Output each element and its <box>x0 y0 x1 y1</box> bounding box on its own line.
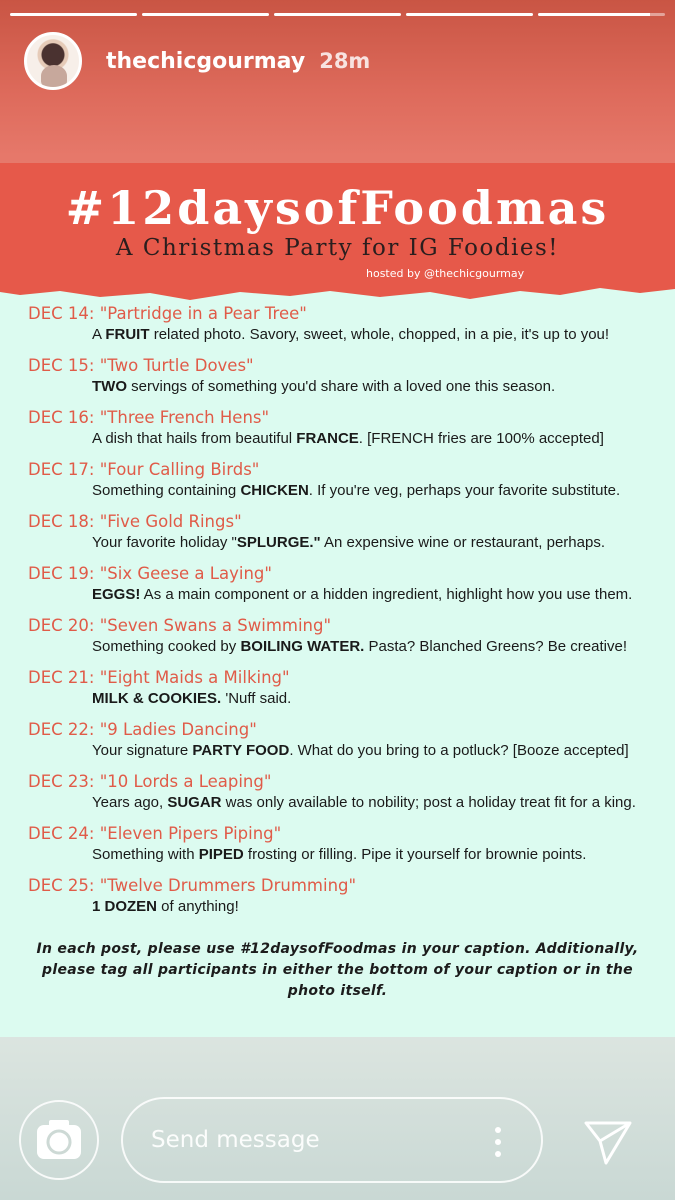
camera-icon <box>35 1119 83 1161</box>
day-desc-text: . If you're veg, perhaps your favorite substitute. <box>308 482 621 499</box>
story-progress <box>10 13 665 17</box>
story-image <box>0 163 675 1037</box>
footnote: In each post, please use #12daysofFoodmas in your caption. Additionally, please tag all participants in either the bottom of your caption or in the photo itself. <box>36 941 639 999</box>
day-desc-text: was only available to nobility; post a holiday treat fit for a king. <box>221 794 636 811</box>
day-desc-highlight: FRUIT <box>105 326 150 343</box>
day-item <box>28 875 663 927</box>
day-item <box>28 823 663 875</box>
day-item <box>28 407 663 459</box>
send-message-input[interactable] <box>121 1097 543 1183</box>
camera-button[interactable] <box>19 1100 99 1180</box>
day-desc-text: Pasta? Blanched Greens? Be creative! <box>364 638 627 655</box>
day-description <box>92 845 663 865</box>
progress-segment <box>10 13 137 16</box>
day-desc-text: 'Nuff said. <box>221 690 292 707</box>
day-desc-text: Something cooked by <box>92 638 241 655</box>
more-vertical-icon[interactable] <box>495 1127 501 1157</box>
card-title: #12daysofFoodmas <box>65 181 610 235</box>
day-item <box>28 355 663 407</box>
day-desc-text: Something containing <box>92 482 241 499</box>
day-desc-highlight: EGGS! <box>92 586 141 603</box>
day-desc-text: Years ago, <box>92 794 168 811</box>
day-desc-text: Your signature <box>92 742 193 759</box>
progress-segment <box>274 13 401 16</box>
day-title: DEC 25: "Twelve Drummers Drumming" <box>28 876 357 895</box>
day-description <box>92 793 663 813</box>
day-item <box>28 719 663 771</box>
day-desc-highlight: SUGAR <box>167 794 222 811</box>
day-description <box>92 741 663 761</box>
day-desc-highlight: TWO <box>92 378 127 395</box>
post-time: 28m <box>319 49 371 73</box>
story-header <box>24 32 370 90</box>
day-description <box>92 377 663 397</box>
days-list <box>28 303 663 927</box>
day-desc-highlight: 1 DOZEN <box>92 898 158 915</box>
message-placeholder: Send message <box>151 1127 320 1153</box>
day-description <box>92 429 663 449</box>
day-item <box>28 771 663 823</box>
avatar[interactable] <box>24 32 82 90</box>
day-title: DEC 21: "Eight Maids a Milking" <box>28 668 290 687</box>
day-description <box>92 689 663 709</box>
day-description <box>92 325 663 345</box>
day-desc-text: Something with <box>92 846 199 863</box>
day-title: DEC 23: "10 Lords a Leaping" <box>28 772 272 791</box>
day-desc-text: related photo. Savory, sweet, whole, chopped, in a pie, it's up to you! <box>149 326 610 343</box>
day-title: DEC 20: "Seven Swans a Swimming" <box>28 616 332 635</box>
day-desc-text: As a main component or a hidden ingredient, highlight how you use them. <box>140 586 633 603</box>
day-description <box>92 585 663 605</box>
day-title: DEC 14: "Partridge in a Pear Tree" <box>28 304 307 323</box>
day-item <box>28 615 663 667</box>
day-desc-text: A <box>92 326 106 343</box>
day-title: DEC 19: "Six Geese a Laying" <box>28 564 272 583</box>
card-subtitle: A Christmas Party for IG Foodies! <box>115 235 560 261</box>
day-description <box>92 637 663 657</box>
day-desc-text: servings of something you'd share with a loved one this season. <box>127 378 556 395</box>
day-item <box>28 667 663 719</box>
day-title: DEC 15: "Two Turtle Doves" <box>28 356 254 375</box>
day-title: DEC 22: "9 Ladies Dancing" <box>28 720 257 739</box>
day-description <box>92 533 663 553</box>
day-desc-highlight: PARTY FOOD <box>192 742 290 759</box>
day-desc-highlight: MILK & COOKIES. <box>92 690 222 707</box>
day-desc-text: of anything! <box>157 898 239 915</box>
send-icon[interactable] <box>580 1113 636 1169</box>
day-title: DEC 16: "Three French Hens" <box>28 408 270 427</box>
day-desc-highlight: CHICKEN <box>240 482 309 499</box>
username[interactable]: thechicgourmay <box>106 48 306 74</box>
progress-segment-current <box>538 13 665 16</box>
day-description <box>92 897 663 917</box>
day-desc-text: . What do you bring to a potluck? [Booze accepted] <box>289 742 629 759</box>
day-title: DEC 17: "Four Calling Birds" <box>28 460 260 479</box>
day-desc-text: Your favorite holiday " <box>92 534 237 551</box>
day-item <box>28 303 663 355</box>
day-title: DEC 24: "Eleven Pipers Piping" <box>28 824 282 843</box>
day-desc-highlight: PIPED <box>198 846 244 863</box>
day-desc-text: frosting or filling. Pipe it yourself for brownie points. <box>243 846 587 863</box>
hosted-by: hosted by @thechicgourmay <box>366 267 525 280</box>
day-desc-text: . [FRENCH fries are 100% accepted] <box>358 430 604 447</box>
day-desc-highlight: FRANCE <box>296 430 359 447</box>
day-desc-highlight: SPLURGE." <box>236 534 321 551</box>
day-desc-text: An expensive wine or restaurant, perhaps. <box>320 534 605 551</box>
progress-segment <box>406 13 533 16</box>
day-item <box>28 511 663 563</box>
day-item <box>28 459 663 511</box>
day-desc-highlight: BOILING WATER. <box>240 638 365 655</box>
progress-segment <box>142 13 269 16</box>
day-item <box>28 563 663 615</box>
day-description <box>92 481 663 501</box>
day-desc-text: A dish that hails from beautiful <box>92 430 297 447</box>
day-title: DEC 18: "Five Gold Rings" <box>28 512 242 531</box>
